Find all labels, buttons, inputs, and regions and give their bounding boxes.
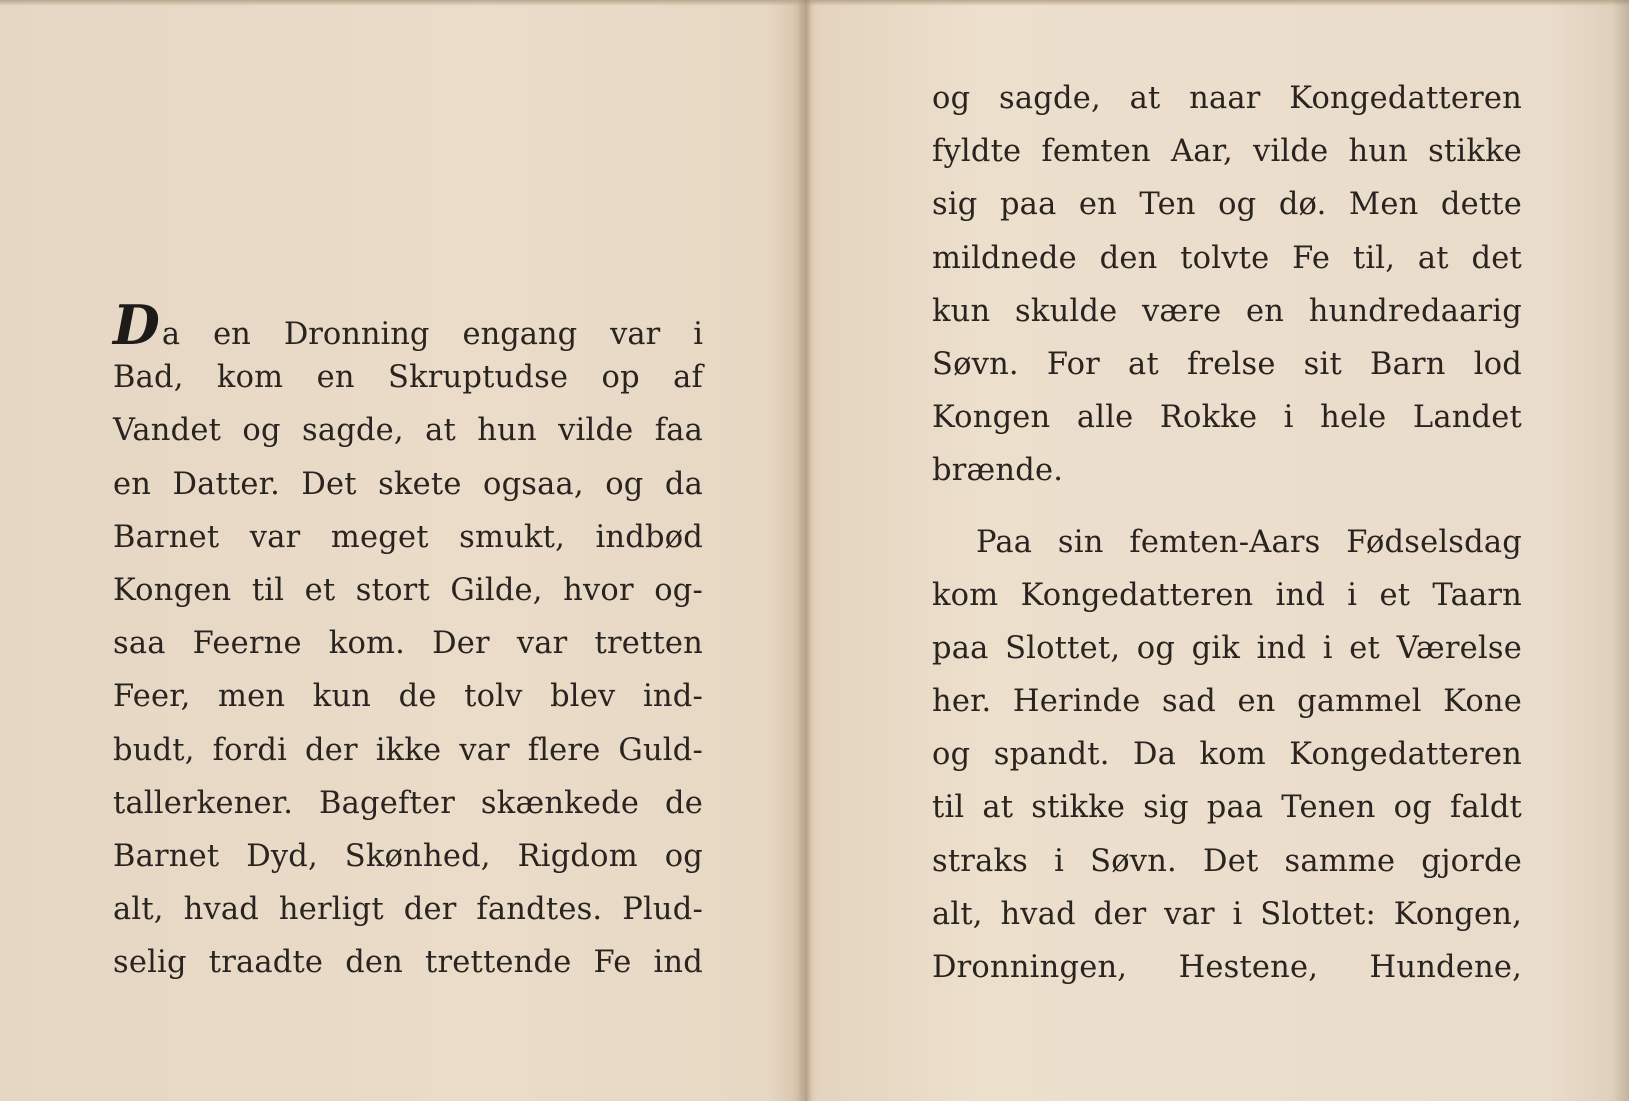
text-line: straks i Søvn. Det samme gjorde — [932, 843, 1522, 879]
top-shadow — [0, 0, 1629, 6]
paragraph-gap — [932, 498, 1522, 516]
text-line: Vandet og sagde, at hun vilde faa — [113, 413, 703, 449]
text-line: Kongen alle Rokke i hele Landet — [932, 400, 1522, 436]
text-line: Barnet var meget smukt, indbød — [113, 519, 703, 555]
text-line: til at stikke sig paa Tenen og faldt — [932, 790, 1522, 826]
text-line: sig paa en Ten og dø. Men dette — [932, 187, 1522, 223]
text-line: og spandt. Da kom Kongedatteren — [932, 737, 1522, 773]
text-line: saa Feerne kom. Der var tretten — [113, 626, 703, 662]
text-line: brænde. — [932, 453, 1064, 489]
text-line: mildnede den tolvte Fe til, at det — [932, 240, 1522, 276]
text-line: og sagde, at naar Kongedatteren — [932, 81, 1522, 116]
right-page — [932, 72, 1522, 994]
text-line: kom Kongedatteren ind i et Taarn — [932, 577, 1522, 613]
text-line: Søvn. For at frelse sit Barn lod — [932, 346, 1522, 382]
text-line: Paa sin femten-Aars Fødselsdag — [976, 524, 1522, 560]
left-page — [113, 293, 703, 989]
text-line: en Datter. Det skete ogsaa, og da — [113, 466, 703, 502]
text-line: Kongen til et stort Gilde, hvor og- — [113, 572, 703, 608]
page-edge — [1612, 0, 1629, 1101]
text-line: her. Herinde sad en gammel Kone — [932, 684, 1522, 720]
text-line: Feer, men kun de tolv blev ind- — [113, 679, 703, 715]
book-gutter — [798, 0, 812, 1101]
text-line: paa Slottet, og gik ind i et Værelse — [932, 630, 1522, 666]
drop-cap: D — [113, 293, 160, 357]
text-line: alt, hvad der var i Slottet: Kongen, — [932, 896, 1522, 932]
text-line: selig traadte den trettende Fe ind — [113, 945, 703, 981]
first-line — [113, 293, 703, 357]
text-line: fyldte femten Aar, vilde hun stikke — [932, 134, 1522, 170]
text-line: tallerkener. Bagefter skænkede de — [113, 785, 703, 821]
text-line: kun skulde være en hundredaarig — [932, 293, 1522, 329]
text-line: budt, fordi der ikke var flere Guld- — [113, 732, 703, 768]
text-line: a en Dronning engang var i — [161, 317, 703, 352]
text-line: Bad, kom en Skruptudse op af — [113, 360, 703, 396]
text-line: Barnet Dyd, Skønhed, Rigdom og — [113, 838, 703, 874]
text-line: alt, hvad herligt der fandtes. Plud- — [113, 892, 703, 928]
text-line: Dronningen, Hestene, Hundene, — [932, 950, 1522, 985]
